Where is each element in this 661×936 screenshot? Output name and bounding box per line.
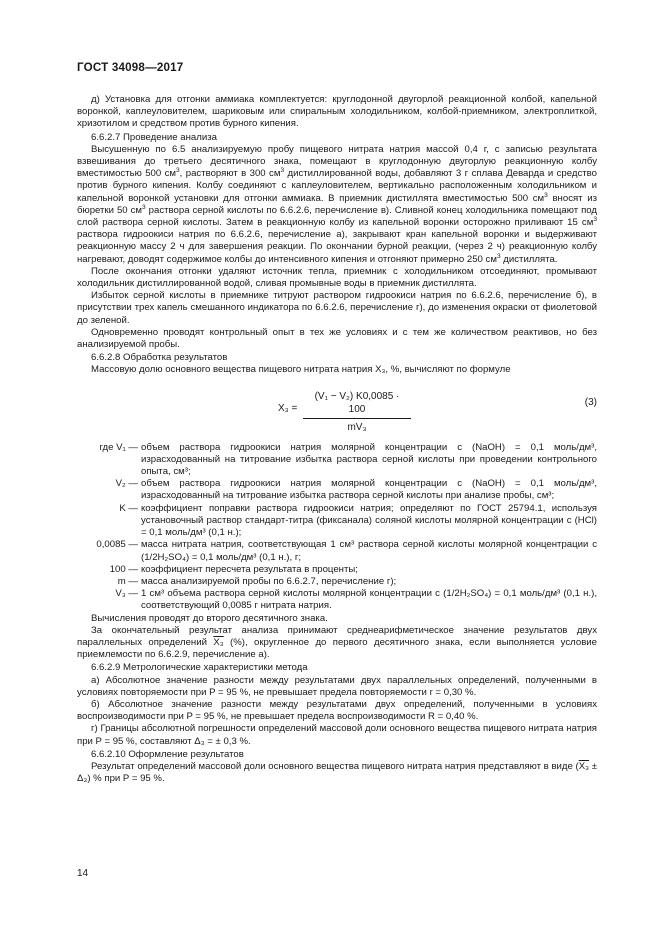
- definition-row: m — масса анализируемой пробы по 6.6.2.7, перечисление г);: [117, 575, 397, 587]
- paragraph-after-distillation: После окончания отгонки удаляют источник тепла, приемник с холодильником отсоединяют, промывают холодильник дистиллированной водой, сливая промывные воды в приемник дистиллята.: [77, 265, 597, 290]
- paragraph-control: Одновременно проводят контрольный опыт в тех же условиях и с тем же количеством реактивов, но без анализируемой пробы.: [77, 326, 597, 351]
- section-heading-6-6-2-9: 6.6.2.9 Метрологические характеристики метода: [91, 662, 308, 674]
- variable-definitions: [77, 442, 597, 613]
- paragraph-reproducibility: б) Абсолютное значение разности между результатами двух определений, полученными в условиях воспроизводимости при P = 95 %, не превышает предела воспроизводимости R = 0,40 %.: [77, 698, 597, 723]
- paragraph-repeatability: а) Абсолютное значение разности между результатами двух параллельных определений, полученными в условиях повторяемости при P = 95 %, не превышает предела повторяемости r = 0,30 %.: [77, 674, 597, 698]
- paragraph-final-result: За окончательный результат анализа принимают среднеарифметическое значение результатов двух параллельных определений X₃ (%), округленное до первого десятичного знака, если выполняется условие приемлемости по 6.6.2.9, перечисление а).: [77, 624, 598, 661]
- definition-row: V₂ — объем раствора гидроокиси натрия молярной концентрации c (NaOH) = 0,1 моль/дм³, израсходованный на титрование избытка раствора серной кислоты при анализе пробы, см³;: [115, 478, 597, 502]
- definition-row: K — коэффициент поправки раствора гидроокиси натрия; определяют по ГОСТ 25794.1, используя установочный раствор стандарт-титра (фиксанала) соляной кислоты молярной концентрации c (HCl) = 0,1 моль/дм³ (0,1 н.);: [119, 502, 597, 539]
- formula-3: [77, 390, 597, 432]
- formula-lhs: X₃ =: [278, 402, 298, 414]
- paragraph-result-format: Результат определений массовой доли основного вещества пищевого нитрата натрия представляют в виде (X₃ ± Δ₃) % при P = 95 %.: [77, 760, 598, 785]
- paragraph-error-bounds: г) Границы абсолютной погрешности определений массовой доли основного вещества пищевого нитрата натрия при P = 95 %, составляют Δ₃ = ± 0,3 %.: [77, 723, 597, 747]
- definition-row: 100 — коэффициент пересчета результата в проценты;: [109, 563, 358, 575]
- definition-row: V₃ — 1 см³ объема раствора серной кислоты молярной концентрации c (1/2H₂SO₄) = 0,1 моль/дм³ (0,1 н.), соответствующий 0,0085 г нитрата натрия.: [115, 588, 597, 612]
- formula-denominator: mV₃: [347, 421, 367, 433]
- paragraph-titration: Избыток серной кислоты в приемнике титруют раствором гидроокиси натрия по 6.6.2.6, перечисление б), в присутствии трех капель смешанного индикатора по 6.6.2.6, перечисление г), до изменения окраски от фиолетовой до зеленой.: [77, 290, 597, 326]
- formula-numerator: (V₁ − V₂) K0,0085 · 100: [303, 390, 411, 419]
- page-number: 14: [77, 868, 89, 879]
- paragraph-setup: д) Установка для отгонки аммиака комплектуется: круглодонной двугорлой реакционной колбой, капельной воронкой, каплеуловителем, шариковым или спиральным холодильником, колбой-приемником, электроплиткой, хризотилом и средством против бурного кипения.: [77, 94, 597, 130]
- formula-fraction: [303, 390, 411, 434]
- section-heading-6-6-2-8: 6.6.2.8 Обработка результатов: [91, 352, 228, 364]
- section-heading-6-6-2-7: 6.6.2.7 Проведение анализа: [91, 131, 217, 143]
- paragraph-formula-intro: Массовую долю основного вещества пищевого нитрата натрия X₃, %, вычисляют по формуле: [91, 364, 511, 376]
- definition-row: где V₁ — объем раствора гидроокиси натрия молярной концентрации c (NaOH) = 0,1 моль/дм³, израсходованный на титрование избытка раствора серной кислоты при проведении контрольного опыта, см³;: [99, 441, 597, 478]
- definition-row: 0,0085 — масса нитрата натрия, соответствующая 1 см³ раствора серной кислоты молярной концентрации c (1/2H₂SO₄) = 0,1 моль/дм³ (0,1 н.), г;: [96, 539, 597, 563]
- document-header: ГОСТ 34098—2017: [77, 61, 184, 74]
- paragraph-rounding: Вычисления проводят до второго десятичного знака.: [91, 612, 328, 624]
- document-body: [77, 94, 597, 785]
- paragraph-procedure: Высушенную по 6.5 анализируемую пробу пищевого нитрата натрия массой 0,4 г, с записью результата взвешивания до третьего десятичного знака, помещают в круглодонную двугорлую реакционную колбу вместимостью 500 $см^3$, растворяют в 300 $см^3$ дистиллированной воды, добавляют 3 г сплава Деварда и средство против бурного кипения. Колбу соединяют с каплеуловителем, вертикально расположенным холодильником и капельной воронкой установки для отгонки аммиака. В приемник дистиллята вместимостью 500 $см^3$ вносят из бюретки 50 $см^3$ раствора серной кислоты по 6.6.2.6, перечисление в). Сливной конец холодильника помещают под слой раствора серной кислоты. Затем в реакционную колбу из капельной воронки осторожно приливают 15 $см^3$ раствора гидроокиси натрия по 6.6.2.6, перечисление а), закрывают кран капельной воронки и выдерживают реакционную массу 2 ч для завершения реакции. По окончании бурной реакции, (через 2 ч) реакционную колбу нагревают, доводят содержимое колбы до интенсивного кипения и отгоняют примерно 250 $см^3$ дистиллята.: [77, 143, 597, 265]
- section-heading-6-6-2-10: 6.6.2.10 Оформление результатов: [91, 748, 244, 760]
- formula-number: (3): [584, 396, 597, 408]
